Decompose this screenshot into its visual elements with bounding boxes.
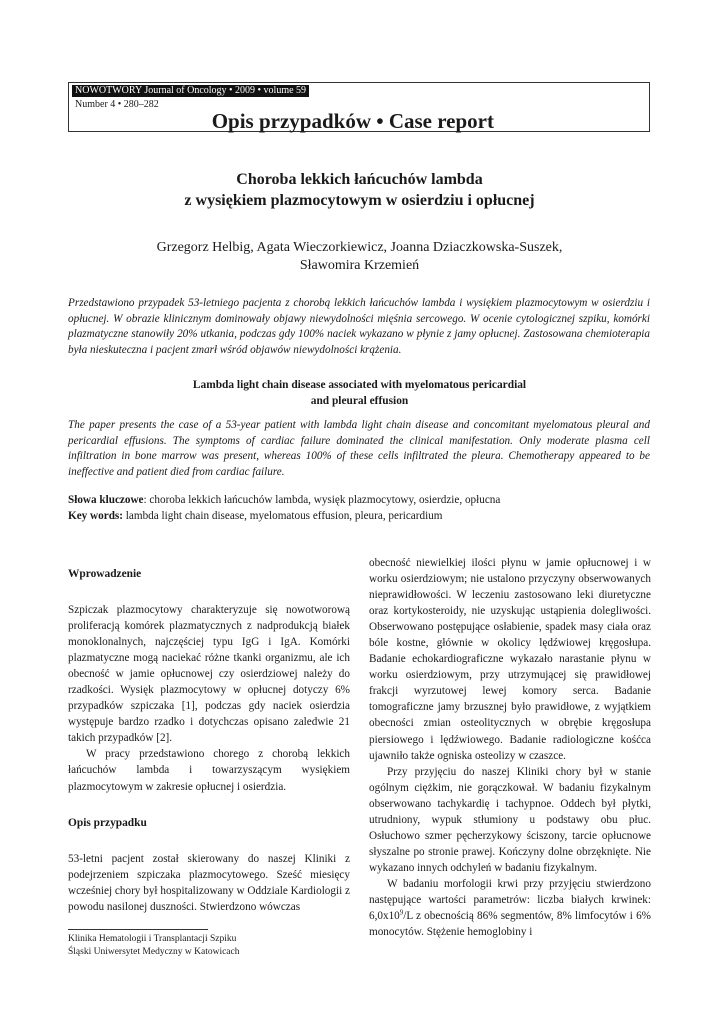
journal-banner: NOWOTWORY Journal of Oncology • 2009 • volume 59 (72, 85, 309, 97)
case-paragraph-2: obecność niewielkiej ilości płynu w jamie opłucnowej i w worku osierdziowym; nie ustalono przyczyny obserwowanych nieprawidłowości. W leczeniu zastosowano leki diuretyczne oraz kortykosteroidy, nie uzyskując ustąpienia dolegliwości. Obserwowano postępujące osłabienie, spadek masy ciała oraz bóle kostne, głównie w okolicy lędźwiowej kręgosłupa. Badanie echokardiograficzne wykazało narastanie płynu w worku osierdziowym, przy utrzymującej się prawidłowej frakcji wyrzutowej lewej komory serca. Badanie tomograficzne jamy brzusznej było prawidłowe, z wyjątkiem obecności zmian osteolitycznych w obrębie kręgosłupa piersiowego i lędźwiowego. Badanie radiologiczne kośćca ujawniło także ogniska osteolizy w czaszce. (369, 557, 651, 762)
exponent: 9 (399, 908, 404, 917)
case-paragraph-1: 53-letni pacjent został skierowany do naszej Kliniki z podejrzeniem szpiczaka plazmocytowego. Sześć miesięcy wcześniej chory był hospitalizowany w Oddziale Kardiologii z powodu nasilonej duszności. Stwierdzono wówczas (68, 852, 350, 913)
article-title-line-1: Choroba lekkich łańcuchów lambda (236, 171, 483, 188)
keywords-polish-label: Słowa kluczowe (68, 494, 144, 506)
keywords-polish (68, 492, 650, 508)
issue-info: Number 4 • 280–282 (75, 99, 159, 110)
introduction-heading: Wprowadzenie (68, 568, 142, 580)
case-paragraph-4 (369, 876, 651, 940)
case-paragraph-4-part-b: /L z obecnością 86% segmentów, 8% limfocytów i 6% monocytów. Stężenie hemoglobiny i (369, 910, 651, 939)
abstract-english: The paper presents the case of a 53-year patient with lambda light chain disease and concomitant myelomatous pleural and pericardial effusions. The symptoms of cardiac failure dominated the clinical manifestation. Only moderate plasma cell infiltration in bone marrow was present, whereas 100% of these cells infiltrated the pleura. Chemotherapy appeared to be ineffective and patient died from cardiac failure. (68, 419, 650, 478)
affiliation-line-1: Klinika Hematologii i Transplantacji Szpiku (68, 934, 237, 944)
section-title: Opis przypadków • Case report (211, 109, 494, 133)
introduction-paragraph-2: W pracy przedstawiono chorego z chorobą lekkich łańcuchów lambda i towarzyszącym wysiękiem plazmocytowym w zakresie opłucnej i osierdzia. (68, 748, 350, 793)
authors-line-1: Grzegorz Helbig, Agata Wieczorkiewicz, Joanna Dziaczkowska-Suszek, (156, 240, 563, 255)
affiliation-footnote (68, 933, 239, 959)
case-paragraph-3: Przy przyjęciu do naszej Kliniki chory był w stanie ogólnym ciężkim, nie gorączkował. W badaniu fizykalnym obserwowano tachykardię i tachypnoe. Oddech był płytki, utrudniony, wypuk stłumiony u podstawy obu płuc. Osłuchowo szmer pęcherzykowy ściszony, tarcie opłucnowe słyszalne po stronie prawej. Kończyny dolne obrzęknięte. Nie wykazano innych odchyleń w badaniu fizykalnym. (369, 765, 651, 874)
left-column (68, 555, 350, 915)
article-title-line-2: z wysiękiem plazmocytowym w osierdziu i opłucnej (184, 192, 535, 209)
english-title-line-1: Lambda light chain disease associated with myelomatous pericardial (192, 379, 527, 391)
keywords-english-label: Key words: (68, 510, 123, 522)
authors-line-2: Sławomira Krzemień (299, 258, 420, 273)
introduction-paragraph-1: Szpiczak plazmocytowy charakteryzuje się nowotworową proliferacją komórek plazmatycznych z nadprodukcją białek monoklonalnych, najczęściej typu IgG i IgA. Komórki plazmatyczne mogą naciekać różne tkanki organizmu, ale ich obecność w jamie opłucnowej czy osierdziowej należy do rzadkości. Wysięk plazmocytowy w opłucnej dotyczy 6% przypadków szpiczaka [1], podczas gdy naciek osierdzia występuje bardzo rzadko i dotychczas opisano zaledwie 21 takich przypadków [2]. (68, 604, 350, 745)
right-column (369, 555, 651, 940)
case-heading: Opis przypadku (68, 816, 147, 829)
english-title-line-2: and pleural effusion (310, 395, 409, 407)
footnote-divider (68, 929, 208, 930)
keywords-english (68, 508, 650, 524)
keywords-polish-text: : choroba lekkich łańcuchów lambda, wysięk plazmocytowy, osierdzie, opłucna (143, 494, 501, 506)
affiliation-line-2: Śląski Uniwersytet Medyczny w Katowicach (68, 947, 240, 957)
case-paragraph-4-part-a: W badaniu morfologii krwi przy przyjęciu stwierdzono następujące wartości parametrów: liczba białych krwinek: 6,0x10 (369, 877, 651, 923)
abstract-polish: Przedstawiono przypadek 53-letniego pacjenta z chorobą lekkich łańcuchów lambda i wysiękiem plazmocytowym w osierdziu i opłucnej. W obrazie klinicznym dominowały objawy niewydolności mięśnia sercowego. W ocenie cytologicznej szpiku, komórki plazmatyczne stanowiły 20% utkania, podczas gdy 100% naciek wykazano w płynie z jamy opłucnej. Zastosowana chemioterapia była nieskuteczna i pacjent zmarł wśród objawów niewydolności krążenia. (68, 297, 650, 356)
keywords-english-text: lambda light chain disease, myelomatous effusion, pleura, pericardium (123, 510, 443, 522)
